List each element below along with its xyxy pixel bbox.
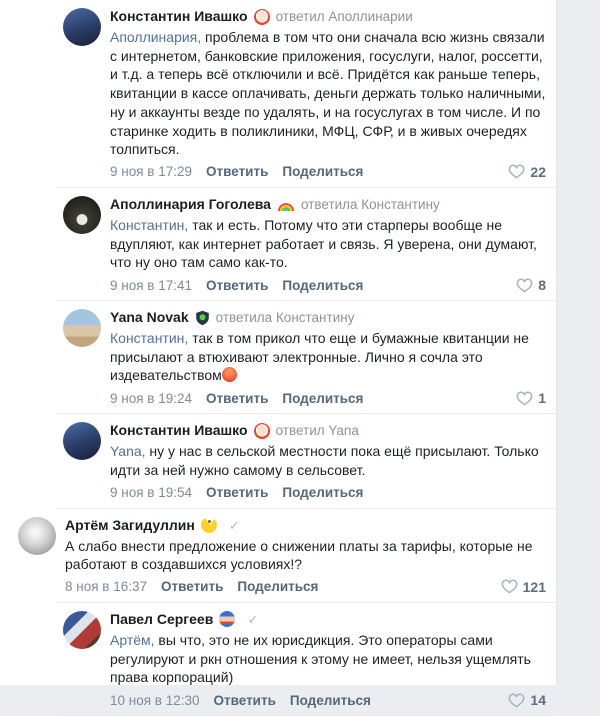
like-count: 1 [538,390,546,407]
angry-face-emoji [222,367,237,382]
reply-to-label: ответила Константину [300,196,440,212]
comment-row [0,0,556,187]
heart-outline-icon [508,164,525,179]
like-count: 22 [530,163,546,180]
comment-footer [110,691,546,709]
comment-header [110,610,546,629]
like-count: 14 [530,692,546,709]
comment-footer [110,276,546,294]
author-link[interactable]: Артём Загидуллин [65,516,195,533]
mention-link[interactable]: Аполлинария, [110,29,202,45]
check-mark-icon: ✓ [228,517,240,533]
share-button[interactable]: Поделиться [282,390,364,406]
comment-header [110,308,546,327]
pacman-emoji [201,517,217,533]
comment-body [110,7,548,181]
author-link[interactable]: Павел Сергеев [110,610,214,627]
comment-row [0,603,556,715]
heart-outline-icon [508,693,525,708]
like-button[interactable] [516,277,546,293]
mention-link[interactable]: Константин, [110,216,189,233]
comment-body [110,308,548,407]
timestamp-link[interactable]: 9 ноя в 19:54 [110,485,192,501]
comment-row [0,188,556,300]
share-button[interactable]: Поделиться [282,277,364,293]
comment-text [110,442,546,479]
like-button[interactable] [508,692,546,708]
author-link[interactable]: Аполлинария Гоголева [110,195,271,212]
comment-footer [65,578,546,596]
reply-to-label: ответила Константину [215,310,355,326]
comment-text [65,537,546,574]
like-count: 8 [538,277,546,294]
clown-face-emoji [254,423,270,439]
timestamp-link[interactable]: 9 ноя в 17:41 [110,277,192,293]
avatar[interactable] [63,422,101,460]
comment-header [110,7,546,26]
like-count: 121 [522,578,546,595]
comment-text [110,216,546,272]
reply-to-label: ответил Yana [275,423,359,439]
share-button[interactable]: Поделиться [289,692,371,708]
comment-body [110,421,548,501]
heart-outline-icon [516,278,533,293]
comment-header [110,421,546,440]
reply-to-label: ответил Аполлинарии [275,9,413,24]
like-button[interactable] [516,390,546,406]
comment-text-body: так и есть. Потому что эти старперы вообще не вдупляют, как интернет работает и связь. Я уверена, они думают, что ну оно там само как-то. [110,216,537,271]
heart-outline-icon [501,579,518,594]
comment-text-body: проблема в том что они сначала всю жизнь связали с интернетом, банковские приложения, госуслуги, налог, россетти, и т.д. а теперь всё отключили и всё. Придётся как раньше теперь, квитанции в кассе оплачивать, деньги держать только наличными, ну и аккаунты везде по удалять, и на госуслугах в том числе. И по старинке ходить в поликлиники, МФЦ, СФР, и в живых очередях толпиться. [110,29,546,158]
share-button[interactable]: Поделиться [282,485,364,501]
heart-outline-icon [516,391,533,406]
reply-button[interactable]: Ответить [213,692,276,708]
comment-body [110,195,548,294]
check-mark-icon: ✓ [247,611,259,627]
comment-row [0,301,556,413]
comment-row [0,509,556,602]
reply-button[interactable]: Ответить [206,390,269,406]
comment-footer [110,163,546,181]
timestamp-link[interactable]: 10 ноя в 12:30 [110,692,200,708]
comment-header [65,516,546,535]
clown-face-emoji [254,9,270,25]
comment-text-body: ну у нас в сельской местности пока ещё присылают. Только идти за ней нужно самому в сельсовет. [110,443,539,478]
share-button[interactable]: Поделиться [237,579,319,595]
author-link[interactable]: Константин Ивашко [110,8,248,24]
comment-footer [110,484,546,502]
author-link[interactable]: Yana Novak [110,309,189,326]
comment-body [65,516,548,596]
timestamp-link[interactable]: 8 ноя в 16:37 [65,579,147,595]
timestamp-link[interactable]: 9 ноя в 17:29 [110,164,192,180]
comment-header [110,195,546,214]
author-link[interactable]: Константин Ивашко [110,422,248,439]
comment-text [110,28,546,159]
mention-link[interactable]: Yana, [110,443,146,460]
share-button[interactable]: Поделиться [282,164,364,180]
reply-button[interactable]: Ответить [206,164,269,180]
reply-button[interactable]: Ответить [206,277,269,293]
avatar[interactable] [63,196,101,234]
rainbow-emoji [277,199,295,212]
shield-emoji [195,310,210,326]
comment-text [110,631,546,687]
like-button[interactable] [508,164,546,180]
timestamp-link[interactable]: 9 ноя в 19:24 [110,390,192,406]
reply-button[interactable]: Ответить [161,579,224,595]
avatar[interactable] [63,309,101,347]
comment-body [110,610,548,709]
comment-row [0,414,556,507]
like-button[interactable] [501,579,546,595]
comment-footer [110,389,546,407]
avatar[interactable] [63,611,101,649]
comment-text-body: вы что, это не их юрисдикция. Это операторы сами регулируют и ркн отношения к этому не имеет, нельзя ущемлять права корпораций) [110,631,531,686]
comment-text-body: так в том прикол что еще и бумажные квитанции не присылают а втюхивают электронные. Лично я сочла это издевательством [110,330,529,384]
comment-text [110,329,546,385]
avatar[interactable] [18,517,56,555]
blue-mask-emoji [219,611,235,627]
reply-button[interactable]: Ответить [206,485,269,501]
comment-text-body: А слабо внести предложение о снижении платы за тарифы, которые не работают в создавшихся условиях!? [65,537,533,573]
mention-link[interactable]: Константин, [110,330,189,347]
mention-link[interactable]: Артём, [110,631,155,648]
avatar[interactable] [63,8,101,46]
